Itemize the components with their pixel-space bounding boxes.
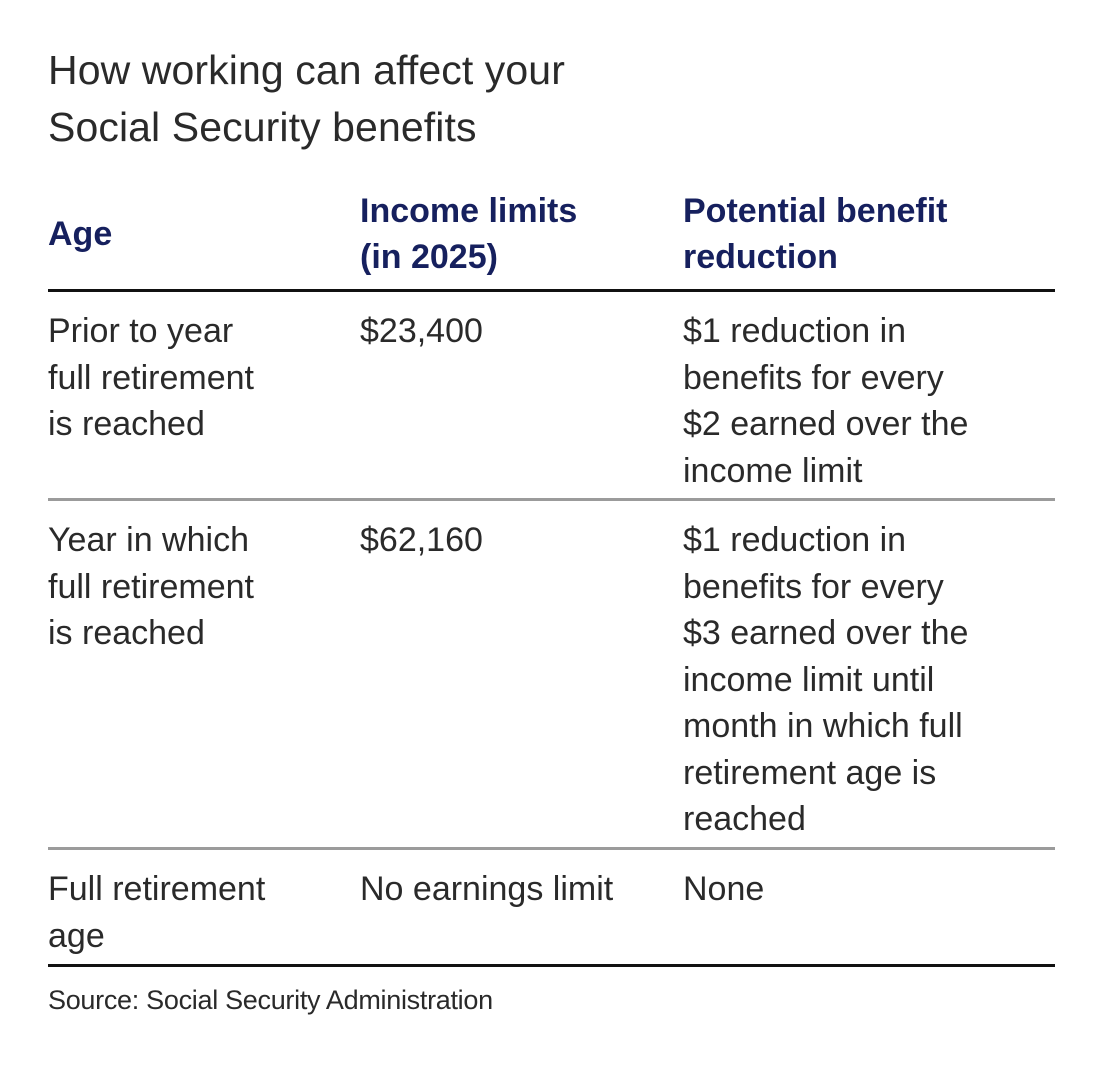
cell-line: is reached	[48, 614, 205, 652]
cell-line: benefits for every	[683, 358, 944, 397]
cell-line: No earnings limit	[360, 870, 614, 908]
table-row	[48, 850, 1055, 967]
cell-benefit-reduction	[683, 517, 1055, 843]
page-title	[48, 42, 1028, 156]
cell-line: month in which full	[683, 707, 963, 745]
cell-line: reached	[683, 800, 806, 838]
cell-line: full retirement	[48, 567, 254, 606]
cell-line: retirement age is	[683, 753, 937, 792]
cell-line: income limit	[683, 451, 863, 490]
cell-age	[48, 517, 348, 657]
cell-line: age	[48, 916, 105, 955]
cell-line: Full retirement	[48, 870, 266, 908]
cell-line: benefits for every	[683, 567, 944, 606]
cell-line: Prior to year	[48, 312, 234, 350]
table-row	[48, 501, 1055, 850]
header-benefit-reduction	[683, 188, 947, 280]
cell-line: Year in which	[48, 521, 249, 559]
cell-age	[48, 308, 348, 448]
cell-age	[48, 866, 348, 959]
cell-income-limit	[360, 517, 680, 564]
cell-line: $3 earned over the	[683, 614, 969, 652]
benefits-table	[48, 188, 1055, 967]
cell-line: income limit until	[683, 660, 935, 699]
cell-benefit-reduction	[683, 308, 1055, 494]
header-reduction-line-1: Potential benefit	[683, 192, 948, 230]
cell-line: $1 reduction in	[683, 312, 907, 350]
table-header-row	[48, 188, 1055, 292]
cell-income-limit	[360, 308, 680, 355]
header-income-line-1: Income limits	[360, 192, 578, 230]
cell-line: $2 earned over the	[683, 405, 969, 443]
cell-income-limit	[360, 866, 680, 913]
cell-line: $23,400	[360, 312, 483, 350]
cell-line: None	[683, 870, 765, 908]
header-age-line: Age	[48, 215, 113, 253]
header-income-line-2: (in 2025)	[360, 238, 498, 276]
cell-line: $1 reduction in	[683, 521, 907, 559]
cell-benefit-reduction	[683, 866, 1055, 913]
cell-line: $62,160	[360, 521, 483, 559]
cell-line: is reached	[48, 405, 205, 443]
source-note: Source: Social Security Administration	[48, 985, 493, 1015]
cell-line: full retirement	[48, 358, 254, 397]
title-line-1: How working can affect your	[48, 47, 565, 93]
header-age	[48, 211, 112, 257]
header-reduction-line-2: reduction	[683, 238, 838, 276]
header-income-limits	[360, 188, 577, 280]
table-row	[48, 292, 1055, 501]
title-line-2: Social Security benefits	[48, 104, 477, 150]
